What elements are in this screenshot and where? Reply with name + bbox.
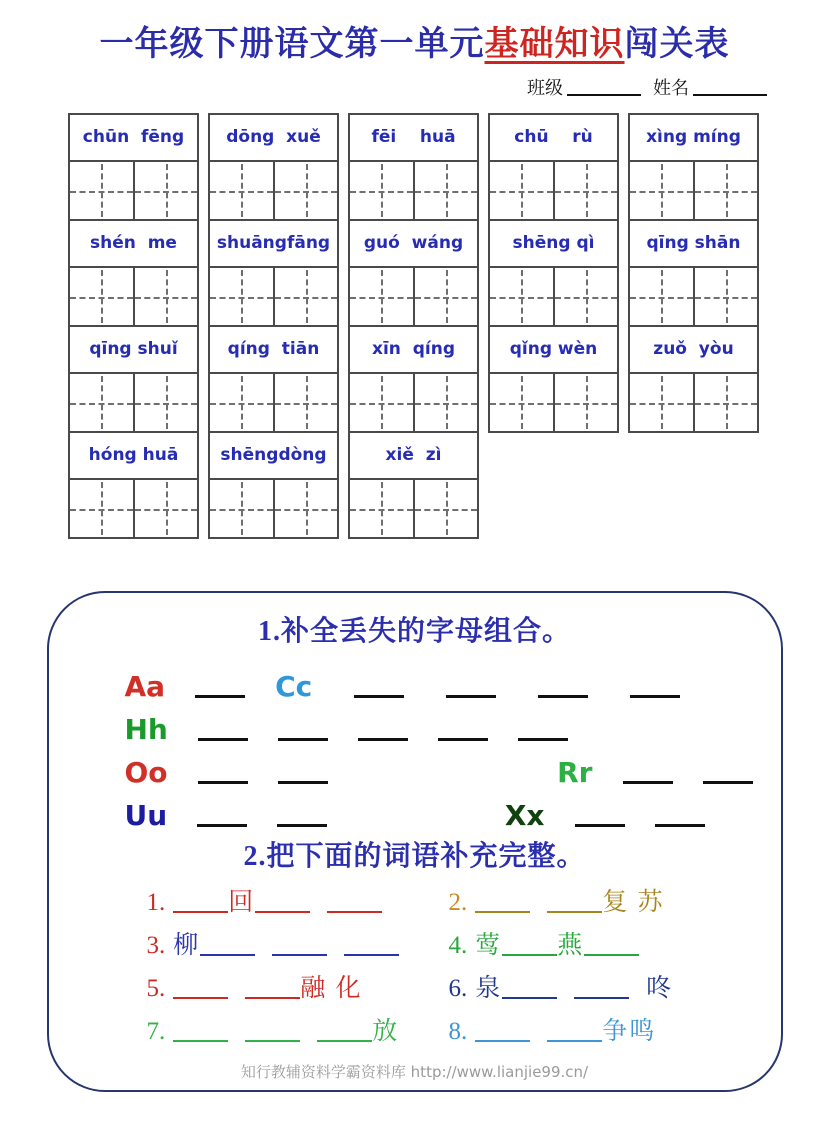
item-number: 8.: [448, 1018, 468, 1045]
writing-grid: [490, 374, 617, 431]
answer-blank: [502, 954, 557, 957]
tianzige-cell: [210, 268, 273, 325]
item-number: 6.: [448, 975, 468, 1002]
answer-blank: [255, 911, 310, 914]
name-blank-line: [693, 94, 767, 96]
answer-blank: [547, 911, 602, 914]
pinyin-word: shēng qì: [490, 221, 617, 268]
answer-blank: [630, 695, 680, 698]
tianzige-cell: [350, 268, 413, 325]
answer-blank: [475, 911, 530, 914]
tianzige-cell: [630, 374, 693, 431]
letter-rows: [49, 649, 781, 834]
answer-blank: [575, 824, 625, 827]
letter-group: [557, 756, 752, 789]
tianzige-cell: [553, 268, 618, 325]
word-items: [49, 874, 781, 1047]
item-character: 咚: [646, 975, 674, 1002]
answer-blank: [344, 954, 399, 957]
writing-grid: [210, 268, 337, 327]
tianzige-cell: [70, 480, 133, 537]
pinyin-word: qíng tiān: [210, 327, 337, 374]
item-character: 争鸣: [602, 1018, 657, 1045]
answer-blank: [317, 1040, 372, 1043]
pinyin-word: qīng shuǐ: [70, 327, 197, 374]
pinyin-word: shēngdòng: [210, 433, 337, 480]
pinyin-column: [628, 113, 759, 433]
tianzige-cell: [350, 480, 413, 537]
answer-blank: [197, 824, 247, 827]
tianzige-cell: [693, 374, 758, 431]
item-number: 3.: [146, 932, 166, 959]
answer-blank: [198, 781, 248, 784]
pinyin-column: [488, 113, 619, 433]
letter-group: [275, 670, 680, 703]
writing-grid: [490, 268, 617, 327]
word-item: [147, 931, 449, 961]
letter-group: [504, 799, 705, 832]
name-label: 姓名: [653, 78, 689, 98]
letter-row: [125, 747, 753, 787]
answer-blank: [200, 954, 255, 957]
writing-grid: [490, 162, 617, 221]
tianzige-cell: [490, 162, 553, 219]
pinyin-word: chū rù: [490, 115, 617, 162]
answer-blank: [173, 1040, 228, 1043]
answer-blank: [173, 997, 228, 1000]
writing-grid: [70, 268, 197, 327]
letter-row: [125, 661, 753, 701]
answer-blank: [245, 1040, 300, 1043]
answer-blank: [623, 781, 673, 784]
item-number: 2.: [448, 889, 468, 916]
tianzige-cell: [413, 480, 478, 537]
tianzige-cell: [693, 162, 758, 219]
letter-row: [125, 704, 753, 744]
pinyin-column: [68, 113, 199, 539]
tianzige-cell: [210, 374, 273, 431]
writing-grid: [630, 374, 757, 431]
pinyin-grid: [0, 113, 829, 539]
class-label: 班级: [527, 78, 563, 98]
writing-grid: [70, 162, 197, 221]
tianzige-cell: [273, 374, 338, 431]
letter-pair: Hh: [124, 713, 168, 746]
writing-grid: [70, 480, 197, 537]
answer-blank: [538, 695, 588, 698]
word-item: [147, 888, 449, 918]
pinyin-word: chūn fēng: [70, 115, 197, 162]
writing-grid: [630, 162, 757, 221]
pinyin-word: zuǒ yòu: [630, 327, 757, 374]
answer-blank: [502, 997, 557, 1000]
writing-grid: [210, 162, 337, 221]
section1-heading: 1.补全丢失的字母组合。: [257, 616, 571, 647]
answer-blank: [703, 781, 753, 784]
letter-pair: Rr: [557, 756, 593, 789]
tianzige-cell: [553, 374, 618, 431]
answer-blank: [574, 997, 629, 1000]
item-number: 1.: [146, 889, 166, 916]
answer-blank: [327, 911, 382, 914]
word-item: [449, 888, 751, 918]
tianzige-cell: [273, 162, 338, 219]
letter-group: [124, 670, 246, 703]
letter-pair: Uu: [124, 799, 168, 832]
answer-blank: [354, 695, 404, 698]
answer-blank: [173, 911, 228, 914]
pinyin-word: qǐng wèn: [490, 327, 617, 374]
answer-blank: [245, 997, 300, 1000]
writing-grid: [350, 374, 477, 433]
letter-pair: Oo: [124, 756, 168, 789]
class-blank-line: [567, 94, 641, 96]
item-character: 融 化: [300, 975, 363, 1002]
answer-blank: [584, 954, 639, 957]
item-number: 7.: [146, 1018, 166, 1045]
tianzige-cell: [350, 374, 413, 431]
tianzige-cell: [413, 162, 478, 219]
letter-pair: Aa: [124, 670, 166, 703]
answer-blank: [655, 824, 705, 827]
title-suffix: 闯关表: [624, 26, 730, 63]
pinyin-word: qīng shān: [630, 221, 757, 268]
tianzige-cell: [413, 268, 478, 325]
answer-blank: [475, 1040, 530, 1043]
word-item: [147, 974, 449, 1004]
pinyin-word: hóng huā: [70, 433, 197, 480]
answer-blank: [195, 695, 245, 698]
letter-group: [124, 756, 328, 789]
answer-blank: [518, 738, 568, 741]
pinyin-word: shén me: [70, 221, 197, 268]
writing-grid: [350, 162, 477, 221]
tianzige-cell: [350, 162, 413, 219]
letter-group: [124, 799, 328, 832]
pinyin-word: xìng míng: [630, 115, 757, 162]
writing-grid: [350, 268, 477, 327]
word-item: [449, 1017, 751, 1047]
pinyin-word: guó wáng: [350, 221, 477, 268]
pinyin-column: [208, 113, 339, 539]
word-item: [449, 931, 751, 961]
page-title: [0, 16, 829, 65]
pinyin-word: xīn qíng: [350, 327, 477, 374]
item-number: 4.: [448, 932, 468, 959]
tianzige-cell: [630, 268, 693, 325]
footer-watermark: 知行教辅资料学霸资料库 http://www.lianjie99.cn/: [240, 1063, 589, 1081]
title-prefix: 一年级下册语文第一单元: [99, 26, 485, 63]
tianzige-cell: [693, 268, 758, 325]
writing-grid: [350, 480, 477, 537]
tianzige-cell: [210, 480, 273, 537]
word-item: [147, 1017, 449, 1047]
answer-blank: [438, 738, 488, 741]
tianzige-cell: [70, 268, 133, 325]
tianzige-cell: [210, 162, 273, 219]
pinyin-word: shuāngfāng: [210, 221, 337, 268]
tianzige-cell: [630, 162, 693, 219]
item-character: 复 苏: [602, 889, 665, 916]
tianzige-cell: [413, 374, 478, 431]
tianzige-cell: [133, 162, 198, 219]
item-character: 放: [372, 1018, 400, 1045]
tianzige-cell: [133, 268, 198, 325]
word-item: [449, 974, 751, 1004]
pinyin-word: fēi huā: [350, 115, 477, 162]
tianzige-cell: [133, 480, 198, 537]
writing-grid: [70, 374, 197, 433]
answer-blank: [278, 738, 328, 741]
item-character: 莺: [475, 932, 503, 959]
tianzige-cell: [553, 162, 618, 219]
letter-pair: Xx: [504, 799, 545, 832]
item-character: 燕: [557, 932, 585, 959]
tianzige-cell: [70, 374, 133, 431]
item-character: 泉: [475, 975, 503, 1002]
answer-blank: [277, 824, 327, 827]
writing-grid: [210, 480, 337, 537]
answer-blank: [358, 738, 408, 741]
title-highlight: 基础知识: [484, 26, 625, 63]
letter-row: [125, 790, 753, 830]
pinyin-word: dōng xuě: [210, 115, 337, 162]
section2-heading: 2.把下面的词语补充完整。: [243, 841, 586, 872]
writing-grid: [210, 374, 337, 433]
tianzige-cell: [490, 268, 553, 325]
item-character: 回: [228, 889, 256, 916]
tianzige-cell: [70, 162, 133, 219]
tianzige-cell: [133, 374, 198, 431]
answer-blank: [446, 695, 496, 698]
answer-blank: [272, 954, 327, 957]
pinyin-word: xiě zì: [350, 433, 477, 480]
letter-pair: Cc: [275, 670, 313, 703]
answer-blank: [547, 1040, 602, 1043]
class-name-line: [0, 79, 829, 97]
writing-grid: [630, 268, 757, 327]
tianzige-cell: [490, 374, 553, 431]
letter-group: [124, 713, 568, 746]
item-character: 柳: [173, 932, 201, 959]
item-number: 5.: [146, 975, 166, 1002]
tianzige-cell: [273, 480, 338, 537]
quiz-box: [47, 591, 783, 1092]
tianzige-cell: [273, 268, 338, 325]
pinyin-column: [348, 113, 479, 539]
answer-blank: [198, 738, 248, 741]
answer-blank: [278, 781, 328, 784]
